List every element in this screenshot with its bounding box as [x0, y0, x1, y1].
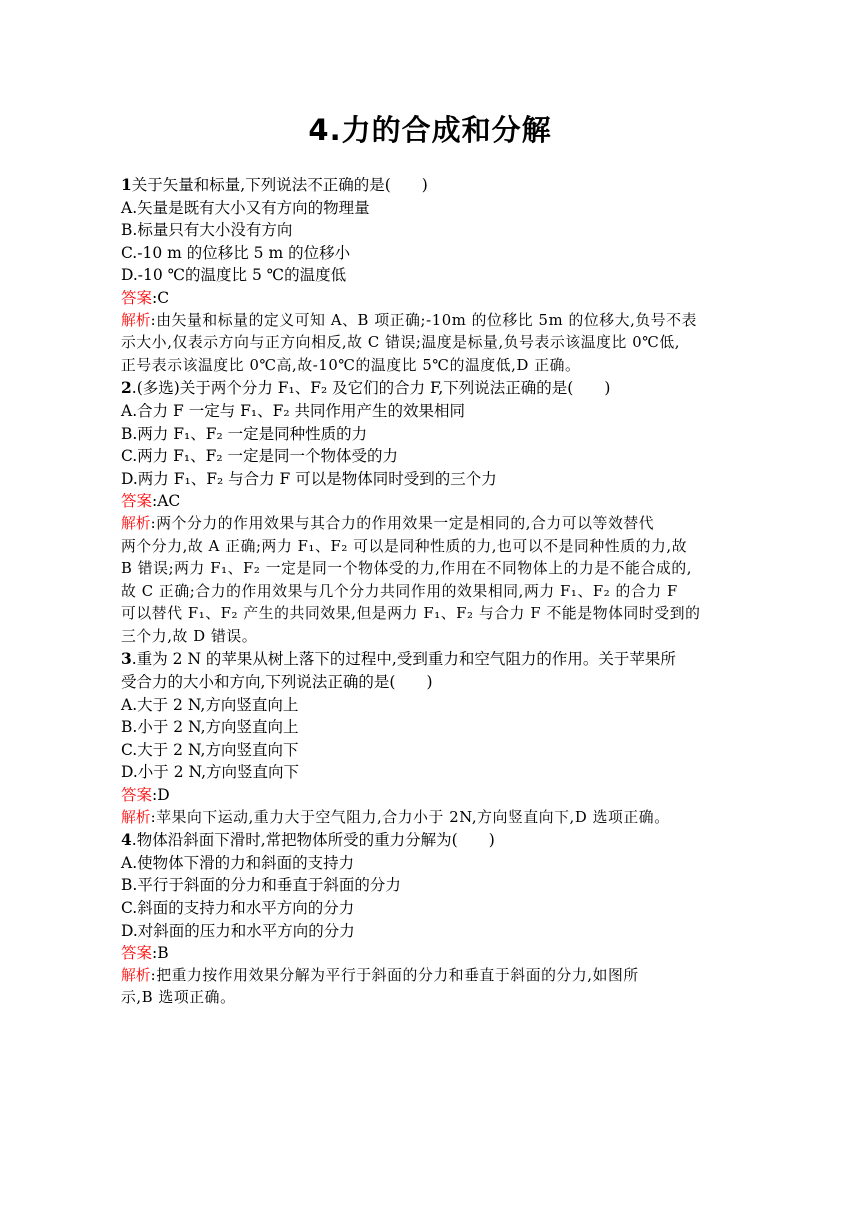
question-stem: 1关于矢量和标量,下列说法不正确的是( ) — [121, 175, 428, 194]
option-c: C.斜面的支持力和水平方向的分力 — [121, 899, 355, 917]
option-c: C.大于 2 N,方向竖直向下 — [121, 740, 299, 759]
question-number: 1 — [121, 175, 132, 194]
option-d: D.两力 F₁、F₂ 与合力 F 可以是物体同时受到的三个力 — [121, 469, 497, 488]
explanation-line: 三个力,故 D 错误。 — [121, 627, 258, 645]
explanation-line: 两个分力,故 A 正确;两力 F₁、F₂ 可以是同种性质的力,也可以不是同种性质的力,故 — [121, 537, 688, 555]
explanation-line: 解析:把重力按作用效果分解为平行于斜面的分力和垂直于斜面的分力,如图所 — [121, 966, 639, 984]
explanation-line: 正号表示该温度比 0℃高,故-10℃的温度比 5℃的温度低,D 正确。 — [121, 356, 581, 374]
answer-label: 答案 — [121, 492, 153, 511]
answer-value: :D — [152, 786, 170, 805]
answer-value: :C — [152, 288, 170, 307]
explanation-line: 解析:两个分力的作用效果与其合力的作用效果一定是相同的,合力可以等效替代 — [121, 514, 655, 532]
explanation-line: 解析:苹果向下运动,重力大于空气阻力,合力小于 2N,方向竖直向下,D 选项正确。 — [121, 808, 670, 826]
question-stem-continued: 受合力的大小和方向,下列说法正确的是( ) — [121, 673, 433, 692]
question-4 — [121, 829, 746, 1010]
explanation-line: 故 C 正确;合力的作用效果与几个分力共同作用的效果相同,两力 F₁、F₂ 的合力 F — [121, 582, 678, 600]
option-c: C.两力 F₁、F₂ 一定是同一个物体受的力 — [121, 447, 399, 466]
option-d: D.对斜面的压力和水平方向的分力 — [121, 921, 355, 940]
explanation-line: 解析:由矢量和标量的定义可知 A、B 项正确;-10m 的位移比 5m 的位移大,负号不表 — [121, 311, 697, 329]
explanation-line: 示大小,仅表示方向与正方向相反,故 C 错误;温度是标量,负号表示该温度比 0℃低, — [121, 334, 681, 352]
answer-line — [121, 287, 746, 310]
explanation-label: 解析 — [121, 311, 151, 329]
question-stem: 2.(多选)关于两个分力 F₁、F₂ 及它们的合力 F,下列说法正确的是( ) — [121, 378, 611, 398]
answer-line — [121, 942, 746, 965]
answer-label: 答案 — [121, 288, 153, 307]
option-b: B.标量只有大小没有方向 — [121, 221, 293, 240]
answer-label: 答案 — [121, 786, 153, 805]
option-a: A.使物体下滑的力和斜面的支持力 — [121, 853, 355, 872]
explanation-line: 示,B 选项正确。 — [121, 989, 236, 1007]
option-b: B.平行于斜面的分力和垂直于斜面的分力 — [121, 876, 401, 895]
question-1 — [121, 174, 746, 377]
page-title: 4.力的合成和分解 — [308, 113, 552, 147]
option-a: A.大于 2 N,方向竖直向上 — [121, 695, 299, 714]
question-number: 3 — [121, 649, 132, 669]
question-number: 4 — [121, 830, 132, 850]
explanation-line: B 错误;两力 F₁、F₂ 一定是同一个物体受的力,作用在不同物体上的力是不能合成的, — [121, 560, 693, 578]
question-stem: 4.物体沿斜面下滑时,常把物体所受的重力分解为( ) — [121, 830, 495, 850]
explanation-label: 解析 — [121, 514, 151, 532]
document-body — [121, 174, 746, 1010]
option-d: D.小于 2 N,方向竖直向下 — [121, 763, 300, 782]
option-a: A.合力 F 一定与 F₁、F₂ 共同作用产生的效果相同 — [121, 401, 466, 420]
answer-line — [121, 490, 746, 513]
answer-value: :B — [152, 944, 169, 963]
question-number: 2 — [121, 378, 132, 398]
option-d: D.-10 ℃的温度比 5 ℃的温度低 — [121, 266, 347, 285]
question-2 — [121, 377, 746, 648]
answer-value: :AC — [152, 492, 181, 511]
option-a: A.矢量是既有大小又有方向的物理量 — [121, 198, 370, 217]
answer-line — [121, 784, 746, 807]
option-c: C.-10 m 的位移比 5 m 的位移小 — [121, 243, 351, 262]
question-stem: 3.重为 2 N 的苹果从树上落下的过程中,受到重力和空气阻力的作用。关于苹果所 — [121, 649, 676, 669]
option-b: B.小于 2 N,方向竖直向上 — [121, 718, 299, 737]
explanation-label: 解析 — [121, 966, 151, 984]
question-3 — [121, 648, 746, 829]
answer-label: 答案 — [121, 944, 153, 963]
explanation-label: 解析 — [121, 808, 151, 826]
option-b: B.两力 F₁、F₂ 一定是同种性质的力 — [121, 424, 368, 443]
explanation-line: 可以替代 F₁、F₂ 产生的共同效果,但是两力 F₁、F₂ 与合力 F 不能是物体同时受到的 — [121, 605, 701, 623]
